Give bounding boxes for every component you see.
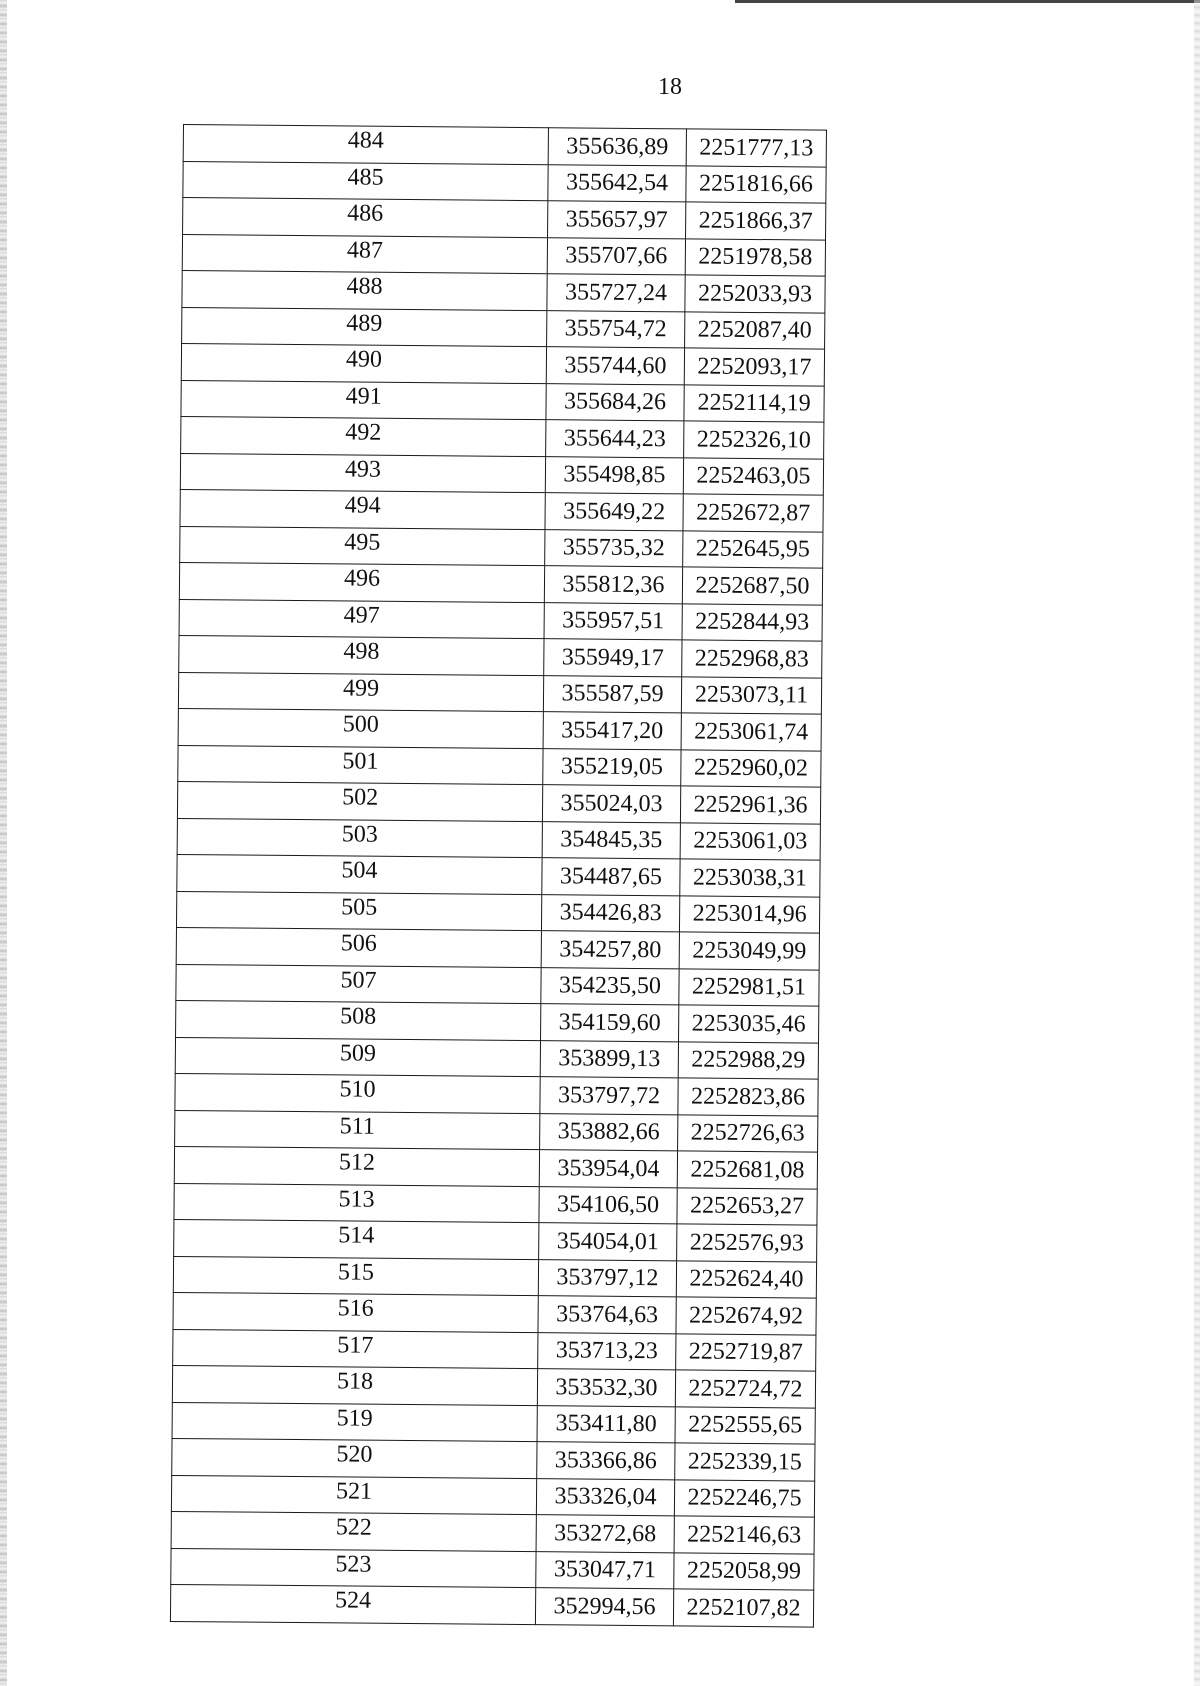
x-coordinate-cell: 353713,23 xyxy=(538,1332,676,1370)
y-coordinate-cell: 2252719,87 xyxy=(676,1333,816,1371)
x-coordinate-cell: 353764,63 xyxy=(538,1296,676,1334)
table-row xyxy=(177,818,820,860)
y-coordinate-cell: 2251978,58 xyxy=(685,238,825,276)
table-row xyxy=(178,672,821,714)
point-number-cell: 493 xyxy=(180,453,545,493)
y-coordinate-cell: 2252961,36 xyxy=(680,786,820,824)
x-coordinate-cell: 354426,83 xyxy=(541,894,679,932)
table-row xyxy=(179,599,822,641)
y-coordinate-cell: 2252624,40 xyxy=(676,1260,816,1298)
point-number-cell: 500 xyxy=(178,708,543,748)
table-row xyxy=(172,1402,815,1444)
y-coordinate-cell: 2252687,50 xyxy=(682,567,822,605)
x-coordinate-cell: 355744,60 xyxy=(546,347,684,385)
table-row xyxy=(181,380,824,422)
point-number-cell: 486 xyxy=(183,198,548,238)
y-coordinate-cell: 2252107,82 xyxy=(673,1589,813,1627)
table-row xyxy=(171,1548,814,1590)
point-number-cell: 495 xyxy=(180,526,545,566)
y-coordinate-cell: 2252326,10 xyxy=(684,421,824,459)
x-coordinate-cell: 354257,80 xyxy=(541,931,679,969)
x-coordinate-cell: 354235,50 xyxy=(541,967,679,1005)
scan-right-edge xyxy=(1194,0,1200,1686)
y-coordinate-cell: 2252681,08 xyxy=(677,1151,817,1189)
y-coordinate-cell: 2252844,93 xyxy=(682,603,822,641)
table-row xyxy=(170,1584,813,1626)
point-number-cell: 494 xyxy=(180,489,545,529)
point-number-cell: 485 xyxy=(183,161,548,201)
y-coordinate-cell: 2252339,15 xyxy=(675,1443,815,1481)
table-row xyxy=(183,161,826,203)
table-row xyxy=(181,416,824,458)
table-row xyxy=(176,891,819,933)
table-row xyxy=(182,270,825,312)
x-coordinate-cell: 355949,17 xyxy=(544,639,682,677)
point-number-cell: 519 xyxy=(172,1402,537,1442)
y-coordinate-cell: 2252968,83 xyxy=(682,640,822,678)
y-coordinate-cell: 2252645,95 xyxy=(683,530,823,568)
x-coordinate-cell: 355498,85 xyxy=(545,456,683,494)
point-number-cell: 523 xyxy=(171,1548,536,1588)
y-coordinate-cell: 2252146,63 xyxy=(674,1516,814,1554)
table-row xyxy=(183,198,826,240)
table-row xyxy=(173,1329,816,1371)
table-row xyxy=(182,234,825,276)
y-coordinate-cell: 2252033,93 xyxy=(685,275,825,313)
table-row xyxy=(172,1365,815,1407)
x-coordinate-cell: 353366,86 xyxy=(537,1442,675,1480)
x-coordinate-cell: 353954,04 xyxy=(539,1150,677,1188)
table-row xyxy=(175,1037,818,1079)
point-number-cell: 489 xyxy=(182,307,547,347)
x-coordinate-cell: 354159,60 xyxy=(541,1004,679,1042)
table-row xyxy=(173,1256,816,1298)
x-coordinate-cell: 355644,23 xyxy=(546,420,684,458)
x-coordinate-cell: 353326,04 xyxy=(536,1478,674,1516)
coordinates-table-body xyxy=(170,125,826,1627)
point-number-cell: 499 xyxy=(178,672,543,712)
scan-left-edge xyxy=(0,0,7,1686)
y-coordinate-cell: 2252960,02 xyxy=(681,749,821,787)
point-number-cell: 490 xyxy=(181,343,546,383)
table-row xyxy=(177,781,820,823)
x-coordinate-cell: 353882,66 xyxy=(540,1113,678,1151)
point-number-cell: 508 xyxy=(176,1000,541,1040)
x-coordinate-cell: 354106,50 xyxy=(539,1186,677,1224)
x-coordinate-cell: 354845,35 xyxy=(542,821,680,859)
table-row xyxy=(179,562,822,604)
point-number-cell: 504 xyxy=(177,854,542,894)
x-coordinate-cell: 355642,54 xyxy=(548,164,686,202)
x-coordinate-cell: 355649,22 xyxy=(545,493,683,531)
x-coordinate-cell: 355657,97 xyxy=(548,201,686,239)
x-coordinate-cell: 355636,89 xyxy=(548,128,686,166)
x-coordinate-cell: 353797,12 xyxy=(538,1259,676,1297)
point-number-cell: 522 xyxy=(171,1511,536,1551)
y-coordinate-cell: 2252555,65 xyxy=(675,1406,815,1444)
y-coordinate-cell: 2252726,63 xyxy=(678,1114,818,1152)
scan-top-rule xyxy=(735,0,1200,3)
table-row xyxy=(174,1219,817,1261)
table-row xyxy=(172,1438,815,1480)
point-number-cell: 520 xyxy=(172,1438,537,1478)
point-number-cell: 497 xyxy=(179,599,544,639)
x-coordinate-cell: 352994,56 xyxy=(535,1588,673,1626)
x-coordinate-cell: 355684,26 xyxy=(546,383,684,421)
y-coordinate-cell: 2252087,40 xyxy=(685,311,825,349)
y-coordinate-cell: 2251816,66 xyxy=(686,165,826,203)
point-number-cell: 484 xyxy=(183,125,548,165)
point-number-cell: 512 xyxy=(174,1146,539,1186)
y-coordinate-cell: 2252114,19 xyxy=(684,384,824,422)
table-row xyxy=(173,1292,816,1334)
point-number-cell: 517 xyxy=(173,1329,538,1369)
x-coordinate-cell: 355707,66 xyxy=(547,237,685,275)
table-row xyxy=(177,854,820,896)
table-row xyxy=(171,1511,814,1553)
y-coordinate-cell: 2253073,11 xyxy=(681,676,821,714)
x-coordinate-cell: 355024,03 xyxy=(542,785,680,823)
point-number-cell: 488 xyxy=(182,270,547,310)
x-coordinate-cell: 353797,72 xyxy=(540,1077,678,1115)
point-number-cell: 502 xyxy=(177,781,542,821)
table-row xyxy=(183,125,826,167)
point-number-cell: 503 xyxy=(177,818,542,858)
x-coordinate-cell: 353532,30 xyxy=(537,1369,675,1407)
point-number-cell: 515 xyxy=(173,1256,538,1296)
y-coordinate-cell: 2252823,86 xyxy=(678,1078,818,1116)
table-row xyxy=(181,343,824,385)
page-number: 18 xyxy=(658,74,682,100)
x-coordinate-cell: 353272,68 xyxy=(536,1515,674,1553)
y-coordinate-cell: 2252463,05 xyxy=(683,457,823,495)
y-coordinate-cell: 2253035,46 xyxy=(679,1005,819,1043)
y-coordinate-cell: 2252576,93 xyxy=(677,1224,817,1262)
x-coordinate-cell: 355735,32 xyxy=(545,529,683,567)
point-number-cell: 491 xyxy=(181,380,546,420)
y-coordinate-cell: 2253014,96 xyxy=(679,895,819,933)
point-number-cell: 516 xyxy=(173,1292,538,1332)
table-row xyxy=(176,964,819,1006)
coordinates-table xyxy=(170,124,827,1627)
x-coordinate-cell: 354487,65 xyxy=(542,858,680,896)
table-row xyxy=(180,453,823,495)
x-coordinate-cell: 355219,05 xyxy=(543,748,681,786)
table-row xyxy=(178,745,821,787)
table-row xyxy=(180,526,823,568)
table-row xyxy=(175,1110,818,1152)
y-coordinate-cell: 2251777,13 xyxy=(686,129,826,167)
y-coordinate-cell: 2252674,92 xyxy=(676,1297,816,1335)
table-row xyxy=(174,1146,817,1188)
point-number-cell: 513 xyxy=(174,1183,539,1223)
point-number-cell: 509 xyxy=(175,1037,540,1077)
point-number-cell: 498 xyxy=(179,635,544,675)
y-coordinate-cell: 2252988,29 xyxy=(678,1041,818,1079)
table-row xyxy=(176,927,819,969)
x-coordinate-cell: 355754,72 xyxy=(547,310,685,348)
x-coordinate-cell: 355727,24 xyxy=(547,274,685,312)
y-coordinate-cell: 2253038,31 xyxy=(680,859,820,897)
y-coordinate-cell: 2252981,51 xyxy=(679,968,819,1006)
table-row xyxy=(182,307,825,349)
y-coordinate-cell: 2252093,17 xyxy=(684,348,824,386)
y-coordinate-cell: 2252672,87 xyxy=(683,494,823,532)
table-row xyxy=(176,1000,819,1042)
x-coordinate-cell: 353411,80 xyxy=(537,1405,675,1443)
point-number-cell: 492 xyxy=(181,416,546,456)
point-number-cell: 496 xyxy=(179,562,544,602)
y-coordinate-cell: 2252653,27 xyxy=(677,1187,817,1225)
point-number-cell: 524 xyxy=(170,1584,535,1624)
table-row xyxy=(179,635,822,677)
point-number-cell: 518 xyxy=(172,1365,537,1405)
x-coordinate-cell: 355812,36 xyxy=(544,566,682,604)
y-coordinate-cell: 2253061,74 xyxy=(681,713,821,751)
x-coordinate-cell: 355417,20 xyxy=(543,712,681,750)
point-number-cell: 511 xyxy=(175,1110,540,1150)
point-number-cell: 506 xyxy=(176,927,541,967)
x-coordinate-cell: 353047,71 xyxy=(536,1551,674,1589)
point-number-cell: 487 xyxy=(182,234,547,274)
table-row xyxy=(180,489,823,531)
point-number-cell: 505 xyxy=(176,891,541,931)
x-coordinate-cell: 354054,01 xyxy=(539,1223,677,1261)
y-coordinate-cell: 2251866,37 xyxy=(686,202,826,240)
table-row xyxy=(171,1475,814,1517)
y-coordinate-cell: 2252058,99 xyxy=(674,1552,814,1590)
point-number-cell: 501 xyxy=(178,745,543,785)
point-number-cell: 510 xyxy=(175,1073,540,1113)
x-coordinate-cell: 355957,51 xyxy=(544,602,682,640)
point-number-cell: 521 xyxy=(171,1475,536,1515)
point-number-cell: 514 xyxy=(174,1219,539,1259)
y-coordinate-cell: 2253061,03 xyxy=(680,822,820,860)
table-row xyxy=(178,708,821,750)
y-coordinate-cell: 2252724,72 xyxy=(675,1370,815,1408)
x-coordinate-cell: 355587,59 xyxy=(543,675,681,713)
y-coordinate-cell: 2252246,75 xyxy=(674,1479,814,1517)
y-coordinate-cell: 2253049,99 xyxy=(679,932,819,970)
x-coordinate-cell: 353899,13 xyxy=(540,1040,678,1078)
table-row xyxy=(175,1073,818,1115)
table-row xyxy=(174,1183,817,1225)
point-number-cell: 507 xyxy=(176,964,541,1004)
